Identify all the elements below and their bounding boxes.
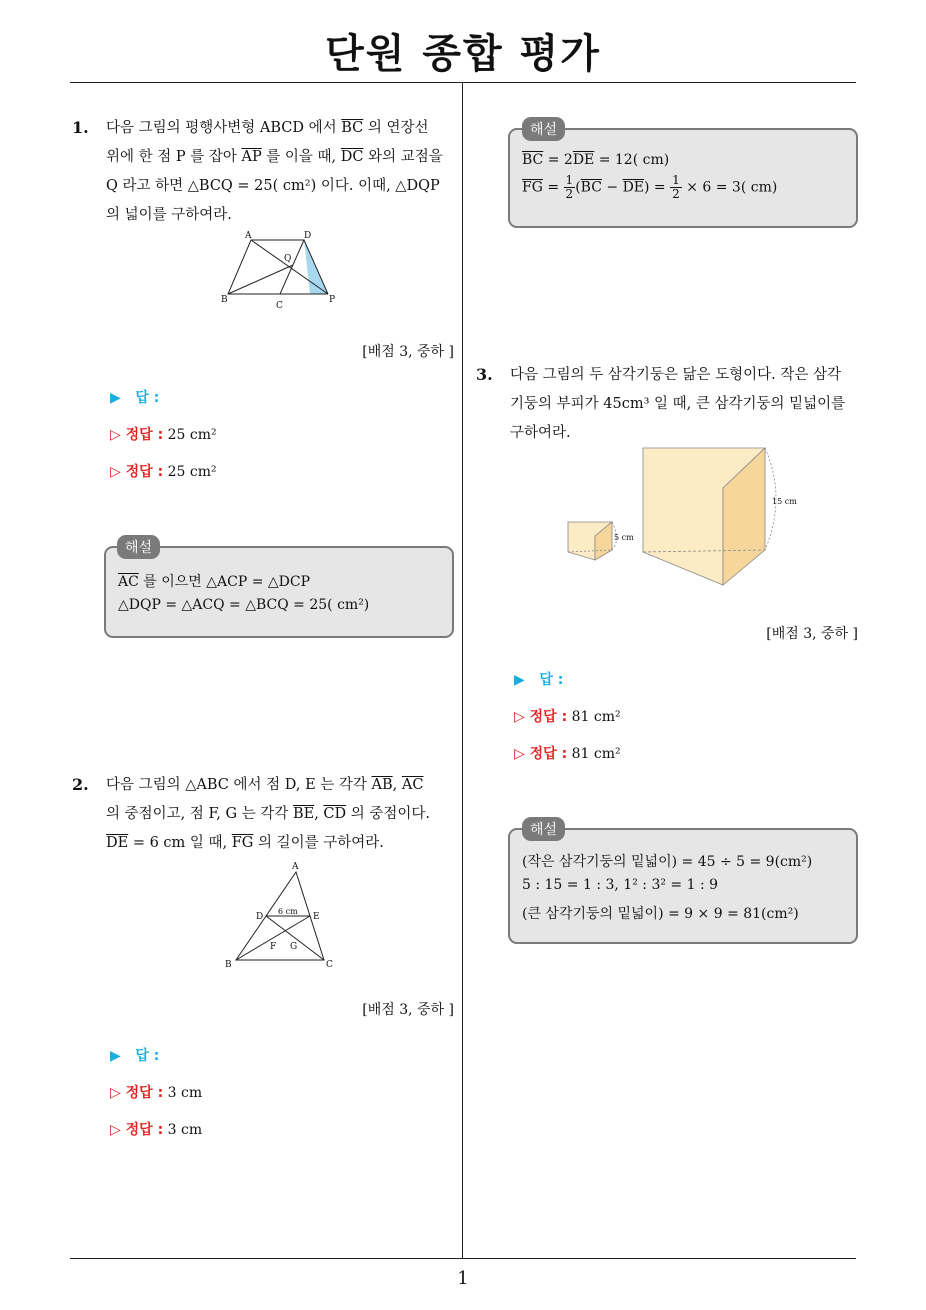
- solution-line: (작은 삼각기둥의 밑넓이) = 45 ÷ 5 = 9(cm²): [522, 854, 813, 870]
- solution-tag: 해설: [117, 535, 160, 559]
- question-number: 2.: [72, 775, 89, 794]
- solution-line: 5 : 15 = 1 : 3, 1² : 3² = 1 : 9: [522, 877, 719, 893]
- label-B: B: [221, 295, 228, 305]
- triangle-icon: ▷: [514, 746, 525, 762]
- label-A: A: [292, 862, 299, 872]
- solution-line: △DQP = △ACQ = △BCQ = 25( cm²): [118, 597, 370, 613]
- question-number: 1.: [72, 118, 89, 137]
- play-icon: ▶: [110, 1048, 121, 1064]
- solution-line: $\overline{AC}$ 를 이으면 △ACP = △DCP: [118, 574, 311, 590]
- small-height-label: 5 cm: [614, 533, 634, 542]
- question-text: 다음 그림의 △ABC 에서 점 D, E 는 각각 $\overline{AB}$, $\overline{AC}$ 의 중점이고, 점 F, G 는 각각 $\overline{BE}$, $\overline{CD}$ 의 중점이다. $\overline{DE} = 6$ cm 일 때, $\overline{FG}$ 의 길이를 구하여라.: [106, 777, 431, 851]
- answer-heading: ▶ 답 :: [514, 672, 564, 688]
- prisms-figure: [565, 440, 805, 590]
- triangle-figure: [220, 858, 340, 974]
- answer-line: ▷ 정답 : 3 cm: [110, 1085, 203, 1101]
- page-title: 단원 종합 평가: [325, 31, 601, 77]
- answer-heading: ▶ 답 :: [110, 390, 160, 406]
- label-F: F: [270, 942, 277, 952]
- top-rule: [70, 82, 856, 83]
- solution-tag: 해설: [522, 817, 565, 841]
- answer-line: ▷ 정답 : 25 cm²: [110, 464, 217, 480]
- question-text: 다음 그림의 평행사변형 ABCD 에서 $\overline{BC}$ 의 연장선 위에 한 점 P 를 잡아 $\overline{AP}$ 를 이을 때, $\overline{DC}$ 와의 교점을 Q 라고 하면 △BCQ = 25( cm²) 이다. 이때, △DQP 의 넓이를 구하여라.: [106, 120, 443, 223]
- solution-tag: 해설: [522, 117, 565, 141]
- label-B: B: [225, 960, 232, 970]
- solution-box: [104, 546, 454, 638]
- label-D: D: [256, 912, 264, 922]
- label-C: C: [326, 960, 333, 970]
- answer-line: ▷ 정답 : 81 cm²: [514, 709, 621, 725]
- solution-line: $\overline{FG}$ = $\frac{1}{2}$ $(\overline{BC} - \overline{DE})$ = $\frac{1}{2}$ × 6 = 3( cm): [522, 173, 778, 201]
- triangle-icon: ▷: [110, 1085, 121, 1101]
- solution-line: $\overline{BC} = 2\overline{DE} = 12$( cm): [522, 152, 670, 168]
- label-C: C: [276, 301, 283, 311]
- solution-line: (큰 삼각기둥의 밑넓이) = 9 × 9 = 81(cm²): [522, 906, 799, 922]
- question-text: 다음 그림의 두 삼각기둥은 닮은 도형이다. 작은 삼각 기둥의 부피가 45cm³ 일 때, 큰 삼각기둥의 밑넓이를 구하여라.: [510, 367, 846, 441]
- page-number: 1: [457, 1268, 469, 1289]
- score-label: [배점 3, 중하 ]: [362, 344, 454, 360]
- answer-heading: ▶ 답 :: [110, 1048, 160, 1064]
- answer-line: ▷ 정답 : 3 cm: [110, 1122, 203, 1138]
- triangle-icon: ▷: [110, 1122, 121, 1138]
- column-divider: [462, 83, 463, 1258]
- triangle-icon: ▷: [110, 464, 121, 480]
- triangle-icon: ▷: [514, 709, 525, 725]
- answer-line: ▷ 정답 : 81 cm²: [514, 746, 621, 762]
- triangle-icon: ▷: [110, 427, 121, 443]
- label-Q: Q: [284, 254, 292, 264]
- score-label: [배점 3, 중하 ]: [766, 626, 858, 642]
- label-P: P: [329, 295, 336, 305]
- question-number: 3.: [476, 365, 493, 384]
- bottom-rule: [70, 1258, 856, 1259]
- label-E: E: [313, 912, 320, 922]
- play-icon: ▶: [110, 390, 121, 406]
- label-A: A: [245, 231, 252, 241]
- answer-line: ▷ 정답 : 25 cm²: [110, 427, 217, 443]
- play-icon: ▶: [514, 672, 525, 688]
- score-label: [배점 3, 중하 ]: [362, 1002, 454, 1018]
- parallelogram-figure: [218, 228, 343, 314]
- large-height-label: 15 cm: [772, 497, 797, 506]
- label-D: D: [304, 231, 312, 241]
- label-G: G: [290, 942, 298, 952]
- label-length: 6 cm: [278, 907, 298, 916]
